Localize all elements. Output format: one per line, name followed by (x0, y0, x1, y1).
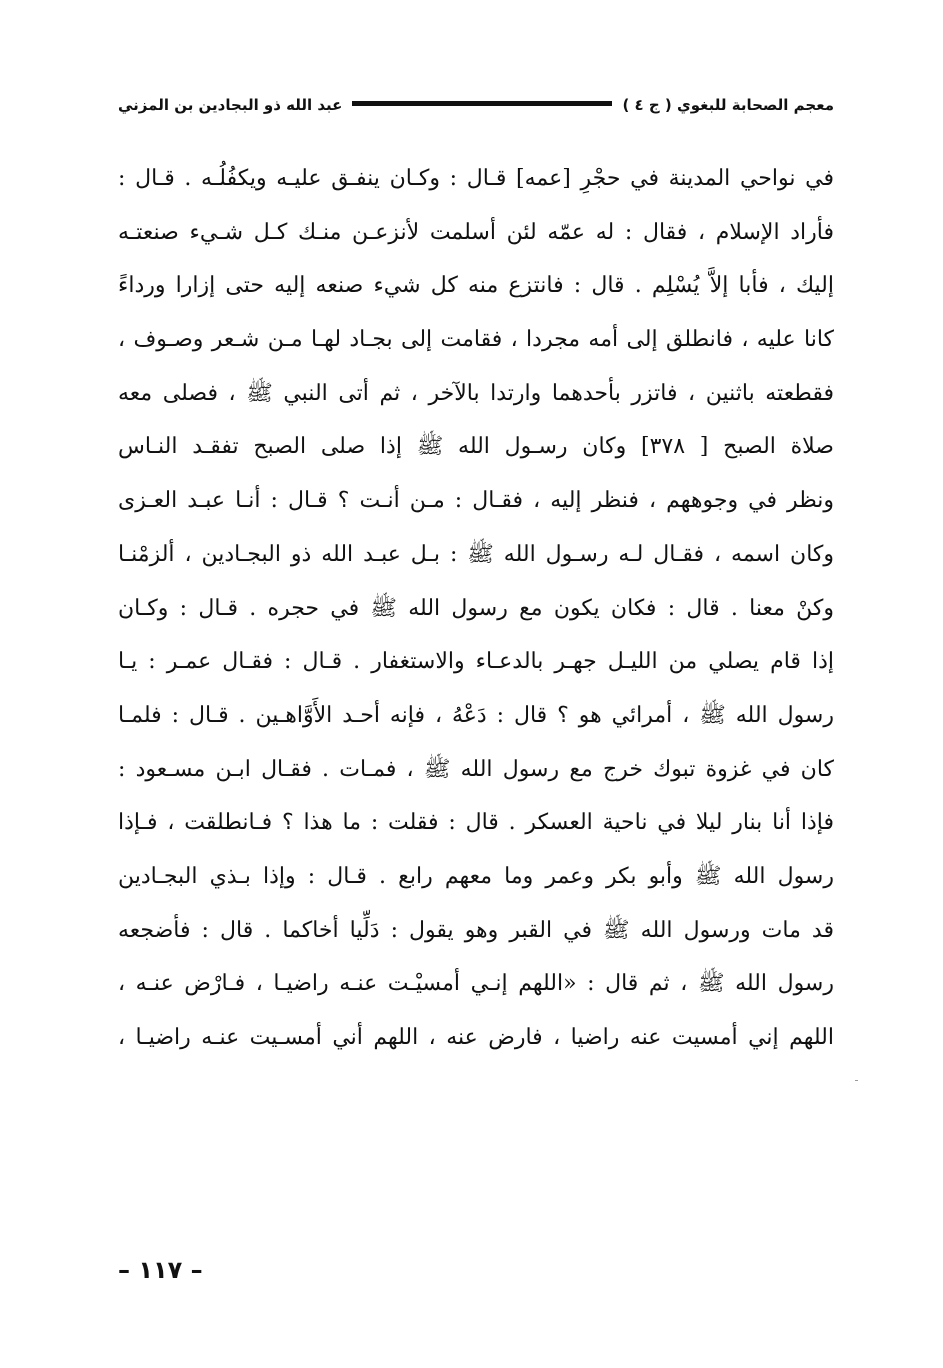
body-line: فقطعته باثنين ، فاتزر بأحدهما وارتدا بالآخر ، ثم أتى النبي ﷺ ، فصلى معه (118, 380, 834, 406)
body-line: ونظر في وجوههم ، فنظر إليه ، فقـال : مـن أنـت ؟ قـال : أنـا عبـد العـزى (118, 488, 834, 514)
header-entry-title: عبد الله ذو البجادين بن المزني (118, 96, 343, 114)
body-line: رسول الله ﷺ ، أمرائي هو ؟ قال : دَعْهُ ، فإنه أحـد الأَوَّاهـين . قـال : فلمـا (118, 702, 834, 728)
header-rule (352, 101, 612, 106)
body-line: إذا قام يصلي من الليـل جهـر بالدعـاء والاستغفار . قـال : فقـال عمـر : يـا (118, 649, 834, 675)
body-line: قد مات ورسول الله ﷺ في القبر وهو يقول : دَلِّيا أخاكما . قال : فأضجعه (118, 917, 834, 943)
body-line: اللهم إني أمسيت عنه راضيا ، فارض عنه ، اللهم أني أمسـيت عنـه راضيـا ، (118, 1025, 834, 1050)
running-header (118, 90, 834, 120)
body-line: رسول الله ﷺ ، ثم قال : «اللهم إنـي أمسيْـت عنـه راضيـا ، فـارْض عنـه ، (118, 971, 834, 997)
body-text (118, 152, 834, 1065)
body-line: فأراد الإسلام ، فقال : له عمّه لئن أسلمت لأنزعـن منـك كـل شـيء صنعتـه (118, 219, 834, 245)
body-line: كان في غزوة تبوك خرج مع رسول الله ﷺ ، فمـات . فقـال ابـن مسـعود : (118, 756, 834, 782)
scan-speck (855, 1080, 858, 1081)
body-line: كانا عليه ، فانطلق إلى أمه مجردا ، فقامت إلى بجـاد لهـا مـن شـعر وصـوف ، (118, 327, 834, 353)
body-line: صلاة الصبح [ ٣٧٨] وكان رسـول الله ﷺ إذا صلى الصبح تفقـد النـاس (118, 434, 834, 460)
body-line: في نواحي المدينة في حجْرِ [عمه] قـال : وكـان ينفـق عليـه ويكفُلُـه . قـال : (118, 166, 834, 191)
header-book-title: معجم الصحابة للبغوي ( ج ٤ ) (622, 96, 834, 114)
page-number: – ١١٧ – (118, 1256, 203, 1284)
body-line: رسول الله ﷺ وأبو بكر وعمر وما معهم رابع . قـال : وإذا بـذي البجـادين (118, 863, 834, 889)
body-line: وكان اسمه ، فقـال لـه رسـول الله ﷺ : بـل عبـد الله ذو البجـادين ، ألزمْنـا (118, 541, 834, 567)
body-line: وكنْ معنا . قال : فكان يكون مع رسول الله ﷺ في حجره . قـال : وكـان (118, 595, 834, 621)
body-line: فإذا أنا بنار ليلا في ناحية العسكر . قال : فقلت : ما هذا ؟ فـانطلقت ، فـإذا (118, 810, 834, 836)
body-line: إليك ، فأبا إلاَّ يُسْلِم . قال : فانتزع منه كل شيء صنعه إليه حتى إزارا ورداءً (118, 273, 834, 299)
